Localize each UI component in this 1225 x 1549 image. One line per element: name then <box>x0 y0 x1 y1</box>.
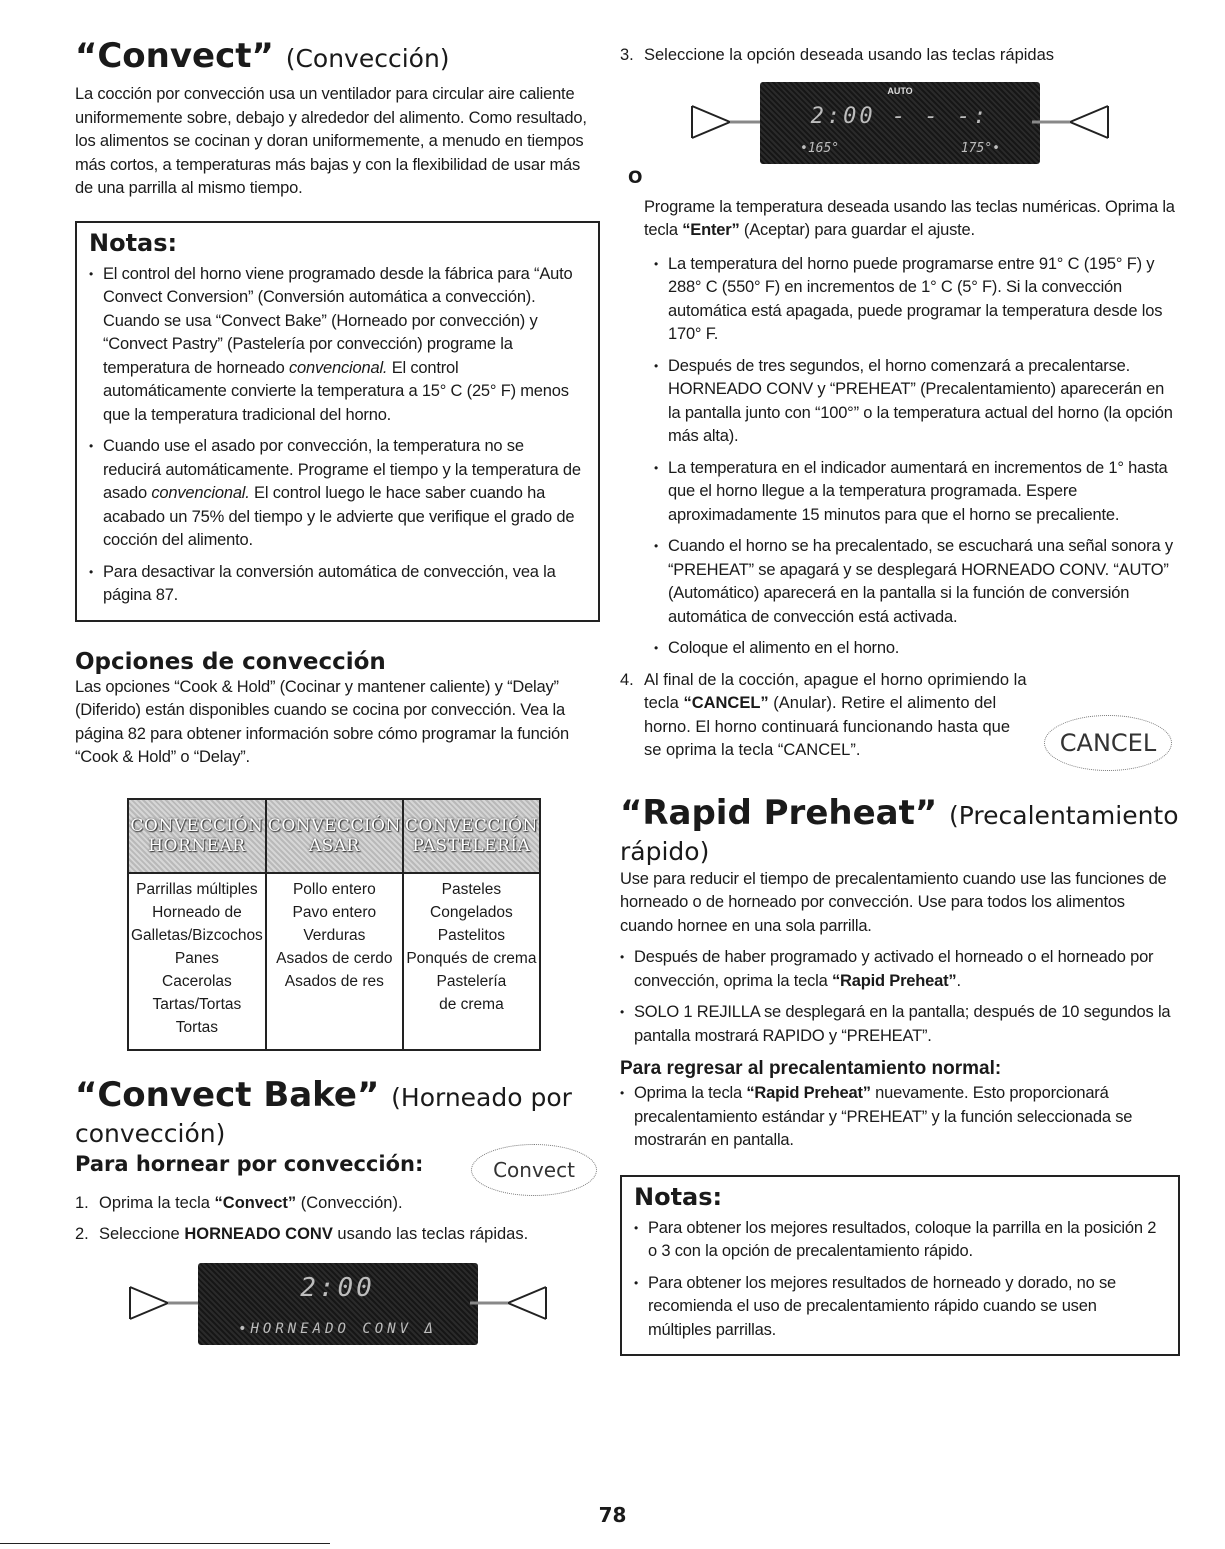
step-item <box>75 1192 600 1216</box>
notes-item <box>89 561 584 608</box>
notes-item <box>89 263 584 428</box>
enter-key-label: “Enter” <box>682 221 740 239</box>
table-header-text: CONVECCIÓN PASTELERÍA <box>404 815 538 856</box>
page-number: 78 <box>598 1503 627 1527</box>
program-text-c: (Aceptar) para guardar el ajuste. <box>739 221 975 239</box>
convect-bake-heading <box>75 1075 600 1150</box>
notes-box-2 <box>620 1175 1180 1357</box>
or-label: O <box>628 167 643 188</box>
rapid-key-label: “Rapid Preheat” <box>832 971 957 990</box>
convect-bake-steps <box>75 1192 600 1247</box>
table-cell-item: Tortas <box>175 1018 219 1036</box>
right-column <box>620 44 1180 1356</box>
note-emphasis: convencional. <box>289 358 388 377</box>
program-bullets <box>654 253 1180 661</box>
bullet-text: nuevamente. Esto proporcionará precalentamiento estándar y “PREHEAT” y la función seleccionada se mostrarán en pantalla. <box>634 1084 1133 1149</box>
program-text-a: Programe la temperatura deseada usando las teclas numéricas. Oprima la tecla <box>644 197 1175 239</box>
lcd-auto-indicator: AUTO <box>887 85 913 96</box>
bullet-item: • Cuando el horno se ha precalentado, se escuchará una señal sonora y “PREHEAT” se apagará y se desplegará HORNEADO CONV. “AUTO” (Automático) aparecerá en la pantalla si la función de conversión automática de convección está activada. <box>654 535 1180 629</box>
convect-bake-subhead-row <box>75 1150 600 1182</box>
note-text: El control luego le hace saber cuando ha acabado un 75% del tiempo y le advierte que verifique el grado de cocción del alimento. <box>103 484 575 549</box>
table-cell-bake <box>128 873 266 1050</box>
bullet-item <box>620 946 1180 993</box>
notes-item <box>89 435 584 553</box>
table-header <box>266 799 403 873</box>
footer-rule <box>0 1543 330 1544</box>
rapid-title-main: “Rapid Preheat” <box>620 792 938 833</box>
table-cell-item: Congelados <box>430 903 513 921</box>
step4-list <box>620 669 1180 763</box>
table-cell-item: Pollo entero <box>292 880 376 898</box>
step-key: “CANCEL” <box>683 694 769 712</box>
notes-item: • Para obtener los mejores resultados de horneado y dorado, no se recomienda el uso de precalentamiento rápido cuando se usen múltiples parrillas. <box>634 1272 1164 1343</box>
notes-list <box>634 1217 1164 1343</box>
note-emphasis: convencional. <box>151 484 250 502</box>
table-cell-item: de crema <box>439 995 504 1013</box>
step-key: “Convect” <box>214 1193 297 1212</box>
step-item <box>620 44 1180 68</box>
step-number: 3. <box>620 46 634 64</box>
convect-title-sub: (Convección) <box>285 44 450 73</box>
return-normal-heading: Para regresar al precalentamiento normal: <box>620 1058 1002 1079</box>
table-cell-item: Ponqués de crema <box>406 949 537 967</box>
table-cell-item: Pasteles <box>441 880 502 898</box>
convection-table <box>127 798 541 1051</box>
left-column <box>75 36 600 1345</box>
rapid-title-sub: (Precalentamiento <box>949 800 1179 830</box>
step-text: Oprima la tecla <box>99 1193 215 1212</box>
bullet-text: Después de haber programado y activado el horneado o el horneado por convección, oprima la tecla <box>634 948 1154 990</box>
step-text: Seleccione la opción deseada usando las teclas rápidas <box>644 46 1055 64</box>
note-text: El control automáticamente convierte la temperatura a 15° C (25° F) menos que la temperatura tradicional del horno. <box>103 358 569 424</box>
step-number: 2. <box>75 1225 89 1243</box>
table-cell-item: Verduras <box>303 926 366 944</box>
convect-bake-title-sub2: convección) <box>75 1118 226 1148</box>
bullet-item: • Coloque el alimento en el horno. <box>654 637 1180 661</box>
lcd-temp-right: 175°• <box>960 140 1000 156</box>
notes-box <box>75 221 600 622</box>
table-cell-item: Asados de res <box>284 972 384 990</box>
convect-bake-title-main: “Convect Bake” <box>75 1074 380 1115</box>
bullet-item: • La temperatura del horno puede programarse entre 91° C (195° F) y 288° C (550° F) en incrementos de 1° C (5° F). Si la convección automática está apagada, puede programar la temperatura desde los 170° F. <box>654 253 1180 347</box>
table-cell-item: Pavo entero <box>292 903 377 921</box>
pointer-left-icon <box>690 102 770 142</box>
step-text: usando las teclas rápidas. <box>332 1225 529 1243</box>
notes-heading: Notas: <box>89 228 178 257</box>
program-text <box>620 196 1180 243</box>
options-text: Las opciones “Cook & Hold” (Cocinar y mantener caliente) y “Delay” (Diferido) están disponibles cuando se cocina por convección. Vea la página 82 para obtener información sobre cómo programar la función “Cook & Hold” o “Delay”. <box>75 677 570 766</box>
table-header <box>128 799 266 873</box>
rapid-title-sub2: rápido) <box>620 836 710 866</box>
step-key: HORNEADO CONV <box>184 1225 333 1243</box>
step-text: Al final de la cocción, apague el horno oprimiendo la tecla <box>644 670 1027 712</box>
convect-bake-title-sub: (Horneado por <box>391 1082 572 1112</box>
convect-title-main: “Convect” <box>75 36 274 76</box>
note-text: Cuando use el asado por convección, la temperatura no se reducirá automáticamente. Programe el tiempo y la temperatura de asado <box>103 437 581 502</box>
table-cell-pastry <box>403 873 540 1050</box>
options-title: Opciones de convección <box>75 648 386 675</box>
cancel-key-button[interactable]: CANCEL <box>1044 715 1172 771</box>
step-item <box>75 1223 600 1247</box>
lcd-screen <box>198 1263 478 1345</box>
return-bullets <box>620 1082 1180 1153</box>
lcd-temp-left: •165° <box>800 140 840 156</box>
pointer-right-icon <box>1030 102 1110 142</box>
convect-bake-title <box>75 1075 600 1118</box>
convect-bake-subhead: Para hornear por convección: <box>75 1151 424 1176</box>
lcd-time: 2:00 - - -: <box>810 103 990 129</box>
table-cell-roast <box>266 873 403 1050</box>
step-item <box>620 669 1180 763</box>
note-text: Para desactivar la conversión automática de convección, vea la página 87. <box>103 562 556 604</box>
bullet-text: . <box>956 971 961 990</box>
step-text: (Anular). Retire el alimento del horno. El horno continuará funcionando hasta que se oprima la tecla “CANCEL”. <box>644 694 1011 759</box>
lcd-screen <box>760 82 1040 164</box>
convect-key-button[interactable]: Convect <box>471 1144 597 1196</box>
table-cell-item: Pastelitos <box>437 926 505 944</box>
table-cell-item: Asados de cerdo <box>276 949 393 967</box>
step-number: 4. <box>620 670 634 689</box>
convect-intro: La cocción por convección usa un ventilador para circular aire caliente uniformemente sobre, debajo y alrededor del alimento. Como resultado, los alimentos se cocinan y doran uniformemente, a menudo en tiempos más cortos, a temperaturas más bajas y con la flexibilidad de usar más de una parrilla al mismo tiempo. <box>75 85 587 197</box>
table-cell-item: Galletas/Bizcochos <box>131 926 263 944</box>
table-cell-item: Parrillas múltiples <box>136 880 258 898</box>
notes-list <box>89 263 584 608</box>
table-cell-item: Tartas/Tortas <box>152 995 242 1013</box>
lcd-time: 2:00 <box>300 1272 375 1303</box>
bullet-item: • SOLO 1 REJILLA se desplegará en la pantalla; después de 10 segundos la pantalla mostrará RAPIDO y “PREHEAT”. <box>620 1001 1180 1048</box>
rapid-bullets <box>620 946 1180 1048</box>
bullet-item: • La temperatura en el indicador aumentará en incrementos de 1° hasta que el horno llegue a la temperatura programada. Espere aproximadamente 15 minutos para que el horno se precaliente. <box>654 457 1180 528</box>
table-header-text: CONVECCIÓN ASAR <box>267 815 401 856</box>
step-text: (Convección). <box>296 1193 403 1212</box>
table-header <box>403 799 540 873</box>
bullet-item: • Después de tres segundos, el horno comenzará a precalentarse. HORNEADO CONV y “PREHEAT” (Precalentamiento) aparecerán en la pantalla junto con “100°” o la temperatura actual del horno (la opción más alta). <box>654 355 1180 449</box>
bullet-item <box>620 1082 1180 1153</box>
convect-title <box>75 36 600 79</box>
lcd-mode: •HORNEADO CONV Δ <box>238 1320 437 1337</box>
rapid-heading <box>620 793 1180 868</box>
table-header-text: CONVECCIÓN HORNEAR <box>130 815 264 856</box>
notes-item: • Para obtener los mejores resultados, coloque la parrilla en la posición 2 o 3 con la opción de precalentamiento rápido. <box>634 1217 1164 1264</box>
oven-display-auto <box>690 82 1110 164</box>
steps-continued <box>620 44 1180 68</box>
table-cell-item: Cacerolas <box>162 972 232 990</box>
pointer-right-icon <box>468 1283 548 1323</box>
table-cell-item: Pastelería <box>436 972 507 990</box>
rapid-intro: Use para reducir el tiempo de precalentamiento cuando use las funciones de horneado o de horneado por convección. Use para todos los alimentos cuando hornee en una sola parrilla. <box>620 869 1167 935</box>
notes-heading: Notas: <box>634 1182 723 1211</box>
bullet-text: Oprima la tecla <box>634 1084 747 1102</box>
step-text: Seleccione <box>99 1225 185 1243</box>
step-number: 1. <box>75 1193 89 1212</box>
pointer-left-icon <box>128 1283 208 1323</box>
table-cell-item: Horneado de <box>152 903 242 921</box>
rapid-title <box>620 793 1180 836</box>
oven-display-bake <box>128 1263 548 1345</box>
rapid-key-label: “Rapid Preheat” <box>746 1084 871 1102</box>
table-cell-item: Panes <box>174 949 219 967</box>
note-text: El control del horno viene programado desde la fábrica para “Auto Convect Conversion” (Conversión automática a convección). Cuando se usa “Convect Bake” (Horneado por convección) y “Convect Pastry” (Pastelería por convección) programe la temperatura de horneado <box>103 264 573 377</box>
